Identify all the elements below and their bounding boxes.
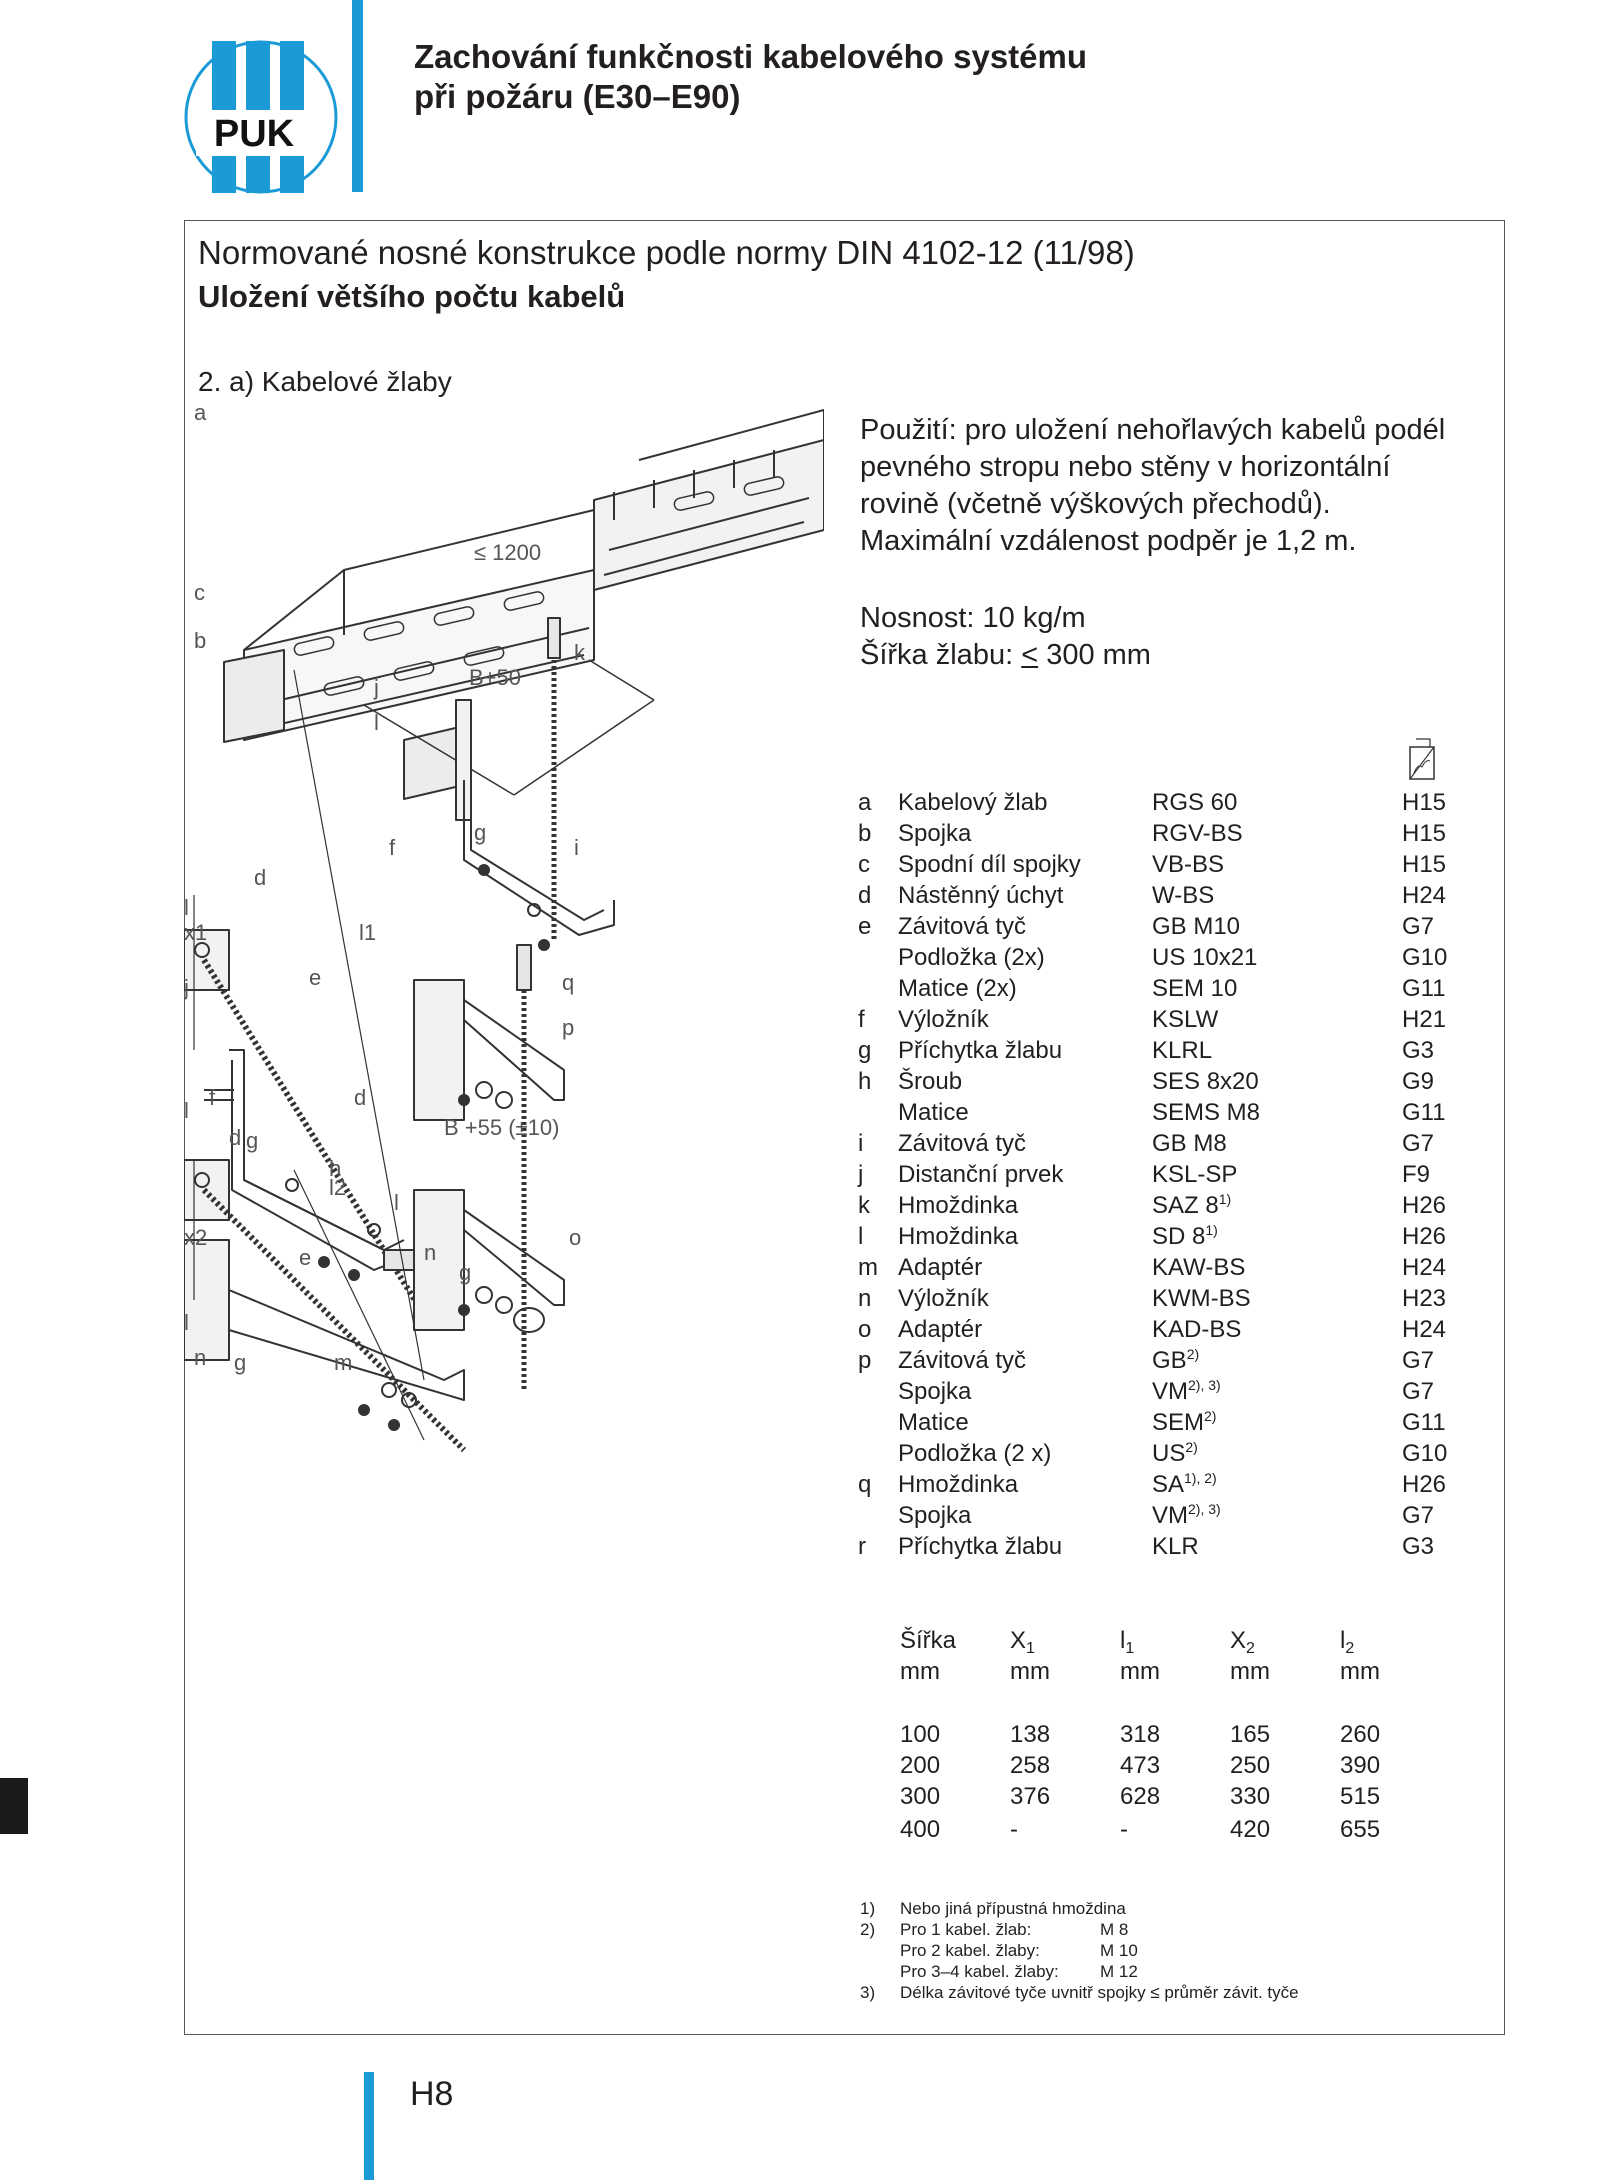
drawing-label-j1: j: [184, 975, 189, 1000]
part-name: Adaptér: [898, 1254, 983, 1281]
parts-row: [858, 1097, 1447, 1128]
part-page-ref: H24: [1402, 1316, 1447, 1343]
footnote-value: M 12: [1100, 1962, 1138, 1981]
dims-header-label: l: [1120, 1627, 1126, 1654]
part-code: W-BS: [1152, 882, 1215, 909]
part-code: SEMS M8: [1152, 1099, 1261, 1126]
part-name: Spojka: [898, 820, 972, 847]
subtitle: Uložení většího počtu kabelů: [198, 279, 626, 314]
part-name: Šroub: [898, 1068, 963, 1095]
part-key: j: [858, 1161, 864, 1188]
part-page-ref: H21: [1402, 1006, 1447, 1033]
footnote-text: Nebo jiná přípustná hmoždina: [900, 1899, 1126, 1918]
footnote: [860, 1919, 1299, 1940]
part-page-ref: F9: [1402, 1161, 1431, 1188]
logo-text: PUK: [213, 113, 295, 155]
parts-row: [858, 787, 1447, 818]
rod-bracket-lower: [414, 1190, 564, 1332]
part-code: KWM-BS: [1152, 1285, 1251, 1312]
dims-unit: mm: [1010, 1658, 1050, 1685]
part-key: h: [858, 1068, 872, 1095]
part-key: [858, 1438, 898, 1469]
parts-row: [858, 942, 1447, 973]
drawing-label-h: h: [329, 1156, 342, 1181]
part-page-ref: G10: [1402, 1440, 1448, 1467]
part-code: SEM 10: [1152, 975, 1238, 1002]
part-name: Podložka (2 x): [898, 1440, 1052, 1467]
drawing-label-b: b: [194, 628, 207, 653]
drawing-label-i: i: [574, 835, 579, 860]
part-key: f: [858, 1006, 865, 1033]
parts-row: [858, 1345, 1447, 1376]
dims-cell: -: [1010, 1816, 1018, 1843]
footnotes: [860, 1898, 1299, 2003]
drawing-label-e2: e: [299, 1245, 312, 1270]
dims-cell: 376: [1010, 1783, 1051, 1810]
part-code-cell: [1152, 787, 1402, 818]
footnote-value: M 8: [1100, 1920, 1129, 1939]
part-page-ref: H24: [1402, 1254, 1447, 1281]
part-code-cell: [1152, 911, 1402, 942]
footnote-text: Pro 1 kabel. žlab:: [900, 1920, 1032, 1939]
dims-unit: mm: [1230, 1658, 1270, 1685]
parts-row: [858, 973, 1447, 1004]
part-footnote-ref: 1): [1205, 1222, 1218, 1238]
drawing-label-l2: l: [374, 710, 379, 735]
dims-row: [900, 1812, 1450, 1848]
drawing-label-e1: e: [309, 965, 322, 990]
part-name: Hmoždinka: [898, 1223, 1019, 1250]
dims-unit-row: [900, 1656, 1450, 1687]
part-code: KSL-SP: [1152, 1161, 1238, 1188]
footnote-number: 2): [860, 1920, 876, 1939]
part-key: [858, 973, 898, 1004]
dims-header-sub: 1: [1125, 1640, 1135, 1657]
dims-cell: 260: [1340, 1721, 1381, 1748]
part-page-ref: H15: [1402, 789, 1447, 816]
part-page-ref: H26: [1402, 1223, 1447, 1250]
part-key: l: [858, 1223, 864, 1250]
fire-test-icon: [1408, 737, 1436, 781]
usage-line-3: rovině (včetně výškových přechodů).: [860, 488, 1331, 520]
part-name: Podložka (2x): [898, 944, 1045, 971]
part-key: p: [858, 1347, 872, 1374]
drawing-label-x2: x2: [184, 1225, 208, 1250]
part-code-cell: [1152, 1066, 1402, 1097]
drawing-label-p: p: [562, 1015, 575, 1040]
part-page-ref: H15: [1402, 820, 1447, 847]
drawing-label-l5: l: [184, 1310, 189, 1335]
drawing-label-o: o: [569, 1225, 582, 1250]
cable-tray-illustration: [224, 410, 824, 799]
drawing-label-m: m: [334, 1350, 353, 1375]
part-name: Závitová tyč: [898, 1130, 1027, 1157]
part-code: KAW-BS: [1152, 1254, 1246, 1281]
part-name: Matice: [898, 1099, 969, 1126]
tray-width: [860, 637, 1151, 674]
drawing-label-g4: g: [234, 1350, 247, 1375]
dims-header-label: X: [1230, 1627, 1247, 1654]
part-code: VM: [1152, 1378, 1188, 1405]
part-page-ref: H23: [1402, 1285, 1447, 1312]
part-name: Výložník: [898, 1285, 989, 1312]
part-code: SD 8: [1152, 1223, 1206, 1250]
part-code: US: [1152, 1440, 1186, 1467]
part-code-cell: [1152, 1283, 1402, 1314]
drawing-label-b50: B+50: [469, 665, 521, 690]
part-key: [858, 1407, 898, 1438]
dims-unit: mm: [1120, 1658, 1160, 1685]
part-code: RGV-BS: [1152, 820, 1243, 847]
part-code-cell: [1152, 1438, 1402, 1469]
drawing-label-d2: d: [354, 1085, 367, 1110]
footnote-text: Pro 3–4 kabel. žlaby:: [900, 1962, 1059, 1981]
part-code: GB M10: [1152, 913, 1241, 940]
part-code: KLR: [1152, 1533, 1199, 1560]
part-name: Matice: [898, 1409, 969, 1436]
drawing-label-j2: j: [374, 675, 379, 700]
parts-row: [858, 1159, 1447, 1190]
parts-row: [858, 1252, 1447, 1283]
parts-row: [858, 1469, 1447, 1500]
dims-header-sub: 1: [1026, 1640, 1035, 1657]
part-page-ref: G7: [1402, 1502, 1435, 1529]
part-code: SA: [1152, 1471, 1185, 1498]
dims-spacer-cell: [900, 1687, 1010, 1719]
usage-line-1: Použití: pro uložení nehořlavých kabelů podél: [860, 414, 1446, 446]
tray-width-label: Šířka žlabu:: [860, 639, 1014, 671]
part-code: RGS 60: [1152, 789, 1238, 816]
part-name: Závitová tyč: [898, 1347, 1027, 1374]
part-name: Výložník: [898, 1006, 989, 1033]
drawing-label-x1: x1: [184, 920, 208, 945]
part-page-ref: G7: [1402, 1130, 1435, 1157]
part-page-ref: G3: [1402, 1037, 1435, 1064]
parts-row: [858, 1066, 1447, 1097]
parts-row: [858, 1500, 1447, 1531]
drawing-label-len2: l2: [329, 1175, 347, 1200]
dims-header: [1340, 1625, 1450, 1656]
dims-cell: 400: [900, 1816, 941, 1843]
part-code: VM: [1152, 1502, 1188, 1529]
part-name: Závitová tyč: [898, 913, 1027, 940]
part-code-cell: [1152, 880, 1402, 911]
footnote-value: M 10: [1100, 1941, 1138, 1960]
dims-cell: 390: [1340, 1752, 1381, 1779]
page-number: H8: [410, 2075, 454, 2113]
part-name: Příchytka žlabu: [898, 1533, 1063, 1560]
dims-cell: 258: [1010, 1752, 1051, 1779]
part-name: Distanční prvek: [898, 1161, 1064, 1188]
drawing-label-a: a: [194, 400, 207, 425]
part-name: Hmoždinka: [898, 1192, 1019, 1219]
dims-header-sub: 2: [1345, 1640, 1355, 1657]
part-page-ref: G10: [1402, 944, 1448, 971]
part-code-cell: [1152, 1469, 1402, 1500]
part-footnote-ref: 2), 3): [1188, 1501, 1221, 1517]
dims-spacer: [900, 1687, 1450, 1719]
parts-row: [858, 1128, 1447, 1159]
footnote-text: Pro 2 kabel. žlaby:: [900, 1941, 1040, 1960]
part-code-cell: [1152, 942, 1402, 973]
dims-cell: 330: [1230, 1783, 1271, 1810]
usage-paragraph: [860, 412, 1500, 560]
part-code-cell: [1152, 1531, 1402, 1562]
footnote: [860, 1898, 1299, 1919]
part-code-cell: [1152, 1345, 1402, 1376]
part-key: [858, 942, 898, 973]
part-page-ref: G11: [1402, 1409, 1446, 1436]
part-key: [858, 1376, 898, 1407]
part-page-ref: H26: [1402, 1471, 1447, 1498]
dims-cell: -: [1120, 1816, 1128, 1843]
dims-header: [1120, 1625, 1230, 1656]
part-code: KLRL: [1152, 1037, 1213, 1064]
drawing-label-g1: g: [246, 1128, 259, 1153]
part-name: Příchytka žlabu: [898, 1037, 1063, 1064]
parts-row: [858, 818, 1447, 849]
spec-block: [860, 600, 1151, 674]
dims-cell: 300: [900, 1783, 941, 1810]
puk-logo: [182, 38, 340, 196]
part-code-cell: [1152, 1190, 1402, 1221]
part-name: Spodní díl spojky: [898, 851, 1081, 878]
part-code: SAZ 8: [1152, 1192, 1219, 1219]
dimensions-table: [900, 1625, 1450, 1848]
part-page-ref: G7: [1402, 1347, 1435, 1374]
parts-row: [858, 849, 1447, 880]
part-code-cell: [1152, 1407, 1402, 1438]
part-key: c: [858, 851, 870, 878]
dims-cell: 318: [1120, 1721, 1161, 1748]
part-code: KSLW: [1152, 1006, 1219, 1033]
footnote-text: Délka závitové tyče uvnitř spojky ≤ průměr závit. tyče: [900, 1983, 1299, 2002]
part-name: Kabelový žlab: [898, 789, 1048, 816]
part-key: k: [858, 1192, 870, 1219]
part-page-ref: G3: [1402, 1533, 1435, 1560]
drawing-label-l1: l: [184, 895, 189, 920]
part-name: Spojka: [898, 1502, 972, 1529]
part-code-cell: [1152, 1128, 1402, 1159]
part-code-cell: [1152, 1035, 1402, 1066]
part-key: [858, 1500, 898, 1531]
drawing-label-l3: l: [184, 1098, 189, 1123]
dims-cell: 250: [1230, 1752, 1271, 1779]
footer-accent-bar: [364, 2072, 374, 2180]
part-code-cell: [1152, 1376, 1402, 1407]
part-key: [858, 1097, 898, 1128]
part-key: e: [858, 913, 872, 940]
page-title: [414, 37, 1087, 117]
dims-header-label: Šířka: [900, 1627, 957, 1654]
part-code-cell: [1152, 1097, 1402, 1128]
dims-row: [900, 1719, 1450, 1750]
part-page-ref: H15: [1402, 851, 1447, 878]
parts-row: [858, 1221, 1447, 1252]
parts-row: [858, 1438, 1447, 1469]
norm-heading: Normované nosné konstrukce podle normy DIN 4102-12 (11/98): [198, 234, 1135, 271]
drawing-label-q: q: [562, 970, 575, 995]
part-name: Matice (2x): [898, 975, 1017, 1002]
part-page-ref: G11: [1402, 975, 1446, 1002]
part-code-cell: [1152, 1314, 1402, 1345]
dims-header-row: [900, 1625, 1450, 1656]
part-code-cell: [1152, 1221, 1402, 1252]
dims-cell: 100: [900, 1721, 941, 1748]
drawing-label-len1: l1: [359, 920, 377, 945]
dims-cell: 138: [1010, 1721, 1051, 1748]
part-footnote-ref: 1): [1218, 1191, 1232, 1207]
part-key: o: [858, 1316, 872, 1343]
parts-row: [858, 1035, 1447, 1066]
drawing-label-g3: g: [459, 1260, 472, 1285]
footnote: [860, 1982, 1299, 2003]
drawing-label-f2: f: [389, 835, 396, 860]
part-key: q: [858, 1471, 872, 1498]
part-page-ref: G11: [1402, 1099, 1446, 1126]
part-footnote-ref: 2): [1204, 1408, 1217, 1424]
brand-accent-bar: [352, 0, 363, 192]
drawing-label-f1: f: [209, 1085, 216, 1110]
part-code-cell: [1152, 1004, 1402, 1035]
drawing-label-b55: B +55 (±10): [444, 1115, 560, 1140]
parts-row: [858, 1190, 1447, 1221]
dims-cell: 200: [900, 1752, 941, 1779]
part-page-ref: G7: [1402, 913, 1435, 940]
part-key: i: [858, 1130, 864, 1157]
section-heading: 2. a) Kabelové žlaby: [198, 366, 452, 397]
dims-row: [900, 1781, 1450, 1812]
drawing-label-n1: n: [424, 1240, 437, 1265]
part-code: GB M8: [1152, 1130, 1227, 1157]
drawing-label-l4: l: [394, 1190, 399, 1215]
drawing-label-d1: d: [254, 865, 267, 890]
part-footnote-ref: 1), 2): [1184, 1470, 1217, 1486]
part-page-ref: H26: [1402, 1192, 1447, 1219]
part-page-ref: H24: [1402, 882, 1447, 909]
dims-row: [900, 1750, 1450, 1781]
part-name: Adaptér: [898, 1316, 983, 1343]
parts-row: [858, 1314, 1447, 1345]
part-code: VB-BS: [1152, 851, 1225, 878]
parts-row: [858, 1283, 1447, 1314]
part-code: US 10x21: [1152, 944, 1258, 971]
dims-cell: 420: [1230, 1816, 1271, 1843]
dims-unit: mm: [900, 1658, 940, 1685]
part-name: Spojka: [898, 1378, 972, 1405]
footnote-number: 3): [860, 1983, 876, 2002]
parts-row: [858, 911, 1447, 942]
part-name: Hmoždinka: [898, 1471, 1019, 1498]
part-code-cell: [1152, 818, 1402, 849]
part-key: r: [858, 1533, 866, 1560]
parts-row: [858, 1407, 1447, 1438]
parts-row: [858, 1004, 1447, 1035]
dims-header-label: X: [1010, 1627, 1027, 1654]
part-footnote-ref: 2): [1185, 1439, 1198, 1455]
drawing-label-k: k: [574, 640, 585, 665]
dims-header-sub: 2: [1246, 1640, 1255, 1657]
parts-table: [858, 787, 1447, 1562]
footnote-number: 1): [860, 1899, 876, 1918]
part-code-cell: [1152, 849, 1402, 880]
dims-header: [1010, 1625, 1120, 1656]
parts-row: [858, 880, 1447, 911]
part-code: SEM: [1152, 1409, 1205, 1436]
parts-row: [858, 1376, 1447, 1407]
part-key: d: [858, 882, 872, 909]
technical-drawing: [184, 400, 824, 1880]
part-key: a: [858, 789, 872, 816]
dims-unit: mm: [1340, 1658, 1380, 1685]
part-code: SES 8x20: [1152, 1068, 1259, 1095]
part-code: GB: [1152, 1347, 1187, 1374]
part-code-cell: [1152, 1252, 1402, 1283]
footnote: [860, 1961, 1299, 1982]
dims-cell: 473: [1120, 1752, 1161, 1779]
dims-header-label: l: [1340, 1627, 1346, 1654]
part-code-cell: [1152, 973, 1402, 1004]
part-footnote-ref: 2), 3): [1188, 1377, 1221, 1393]
dims-header: [1230, 1625, 1340, 1656]
footnote: [860, 1940, 1299, 1961]
parts-row: [858, 1531, 1447, 1562]
drawing-label-span: ≤ 1200: [474, 540, 542, 565]
dims-cell: 165: [1230, 1721, 1271, 1748]
drawing-label-g2: g: [474, 820, 487, 845]
title-line-2: při požáru (E30–E90): [414, 78, 741, 115]
usage-line-2: pevného stropu nebo stěny v horizontální: [860, 451, 1391, 483]
side-index-tab: [0, 1778, 28, 1834]
load-capacity: Nosnost: 10 kg/m: [860, 602, 1086, 634]
part-code: KAD-BS: [1152, 1316, 1242, 1343]
dims-cell: 628: [1120, 1783, 1161, 1810]
dims-cell: 515: [1340, 1783, 1381, 1810]
part-code-cell: [1152, 1500, 1402, 1531]
part-footnote-ref: 2): [1186, 1346, 1200, 1362]
title-line-1: Zachování funkčnosti kabelového systému: [414, 38, 1088, 75]
dims-cell: 655: [1340, 1816, 1381, 1843]
part-key: m: [858, 1254, 878, 1281]
drawing-label-d3: d: [229, 1125, 242, 1150]
part-key: b: [858, 820, 872, 847]
part-key: n: [858, 1285, 872, 1312]
part-code-cell: [1152, 1159, 1402, 1190]
part-key: g: [858, 1037, 872, 1064]
tray-width-value: 300 mm: [1046, 639, 1151, 671]
less-equal-symbol: <: [1021, 639, 1039, 671]
part-page-ref: G9: [1402, 1068, 1435, 1095]
drawing-label-n2: n: [194, 1345, 207, 1370]
part-page-ref: G7: [1402, 1378, 1435, 1405]
dims-header: [900, 1625, 1010, 1656]
drawing-label-c: c: [194, 580, 205, 605]
usage-line-4: Maximální vzdálenost podpěr je 1,2 m.: [860, 525, 1357, 557]
part-name: Nástěnný úchyt: [898, 882, 1064, 909]
